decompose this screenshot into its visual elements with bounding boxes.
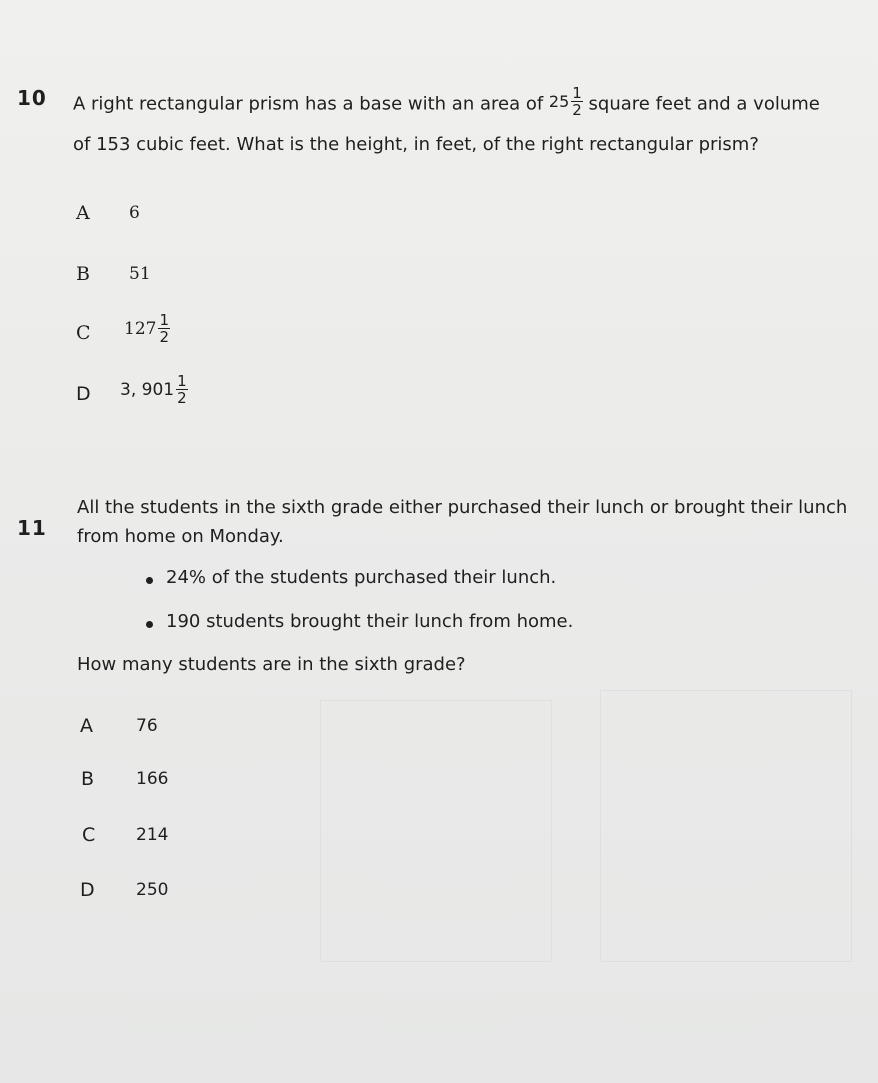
- fraction-denominator: 2: [572, 101, 582, 119]
- question-text-pre: A right rectangular prism has a base with an area of: [73, 93, 549, 115]
- option-value: 214: [136, 825, 169, 845]
- option-mixed-number: [124, 312, 170, 345]
- option-value: 76: [136, 716, 158, 736]
- bullet-dot: [146, 577, 153, 584]
- fraction-numerator: 1: [572, 84, 582, 102]
- option-letter: A: [76, 202, 90, 224]
- question-text-line-2: of 153 cubic feet. What is the height, in feet, of the right rectangular prism?: [73, 134, 759, 155]
- option-letter: C: [82, 824, 96, 846]
- area-whole: 25: [548, 92, 570, 111]
- option-value: 51: [129, 264, 151, 284]
- bullet-text: 24% of the students purchased their lunch.: [166, 567, 557, 588]
- option-fraction: [158, 312, 170, 345]
- question-number: 11: [17, 516, 47, 540]
- fraction-denominator: 2: [159, 328, 169, 346]
- bullet-dot: [146, 621, 153, 628]
- fraction-numerator: 1: [177, 372, 187, 390]
- question-text-line-1: [73, 84, 820, 121]
- area-mixed-number: [549, 85, 583, 118]
- option-letter: C: [76, 322, 91, 344]
- question-text-line-1: All the students in the sixth grade either purchased their lunch or brought their lunch: [77, 497, 848, 518]
- option-letter: D: [80, 879, 95, 901]
- question-prompt: How many students are in the sixth grade?: [77, 654, 466, 675]
- option-letter: A: [80, 715, 93, 737]
- option-letter: B: [81, 768, 95, 790]
- option-letter: D: [76, 383, 91, 405]
- question-number: 10: [17, 86, 47, 110]
- show-through-grid: [600, 690, 852, 962]
- option-letter: B: [76, 263, 90, 285]
- option-mixed-number: [120, 373, 188, 406]
- fraction-numerator: 1: [159, 311, 169, 329]
- option-value: 250: [136, 880, 169, 900]
- option-fraction: [176, 373, 188, 406]
- show-through-grid: [320, 700, 552, 962]
- option-value: 6: [129, 203, 140, 223]
- option-whole: 3, 901: [120, 379, 175, 400]
- fraction-denominator: 2: [177, 389, 187, 407]
- question-text-line-2: from home on Monday.: [77, 526, 284, 547]
- question-text-post: square feet and a volume: [582, 93, 820, 115]
- bullet-text: 190 students brought their lunch from home.: [166, 611, 574, 632]
- option-whole: 127: [124, 318, 157, 339]
- option-value: 166: [136, 769, 169, 789]
- area-fraction: [571, 85, 583, 118]
